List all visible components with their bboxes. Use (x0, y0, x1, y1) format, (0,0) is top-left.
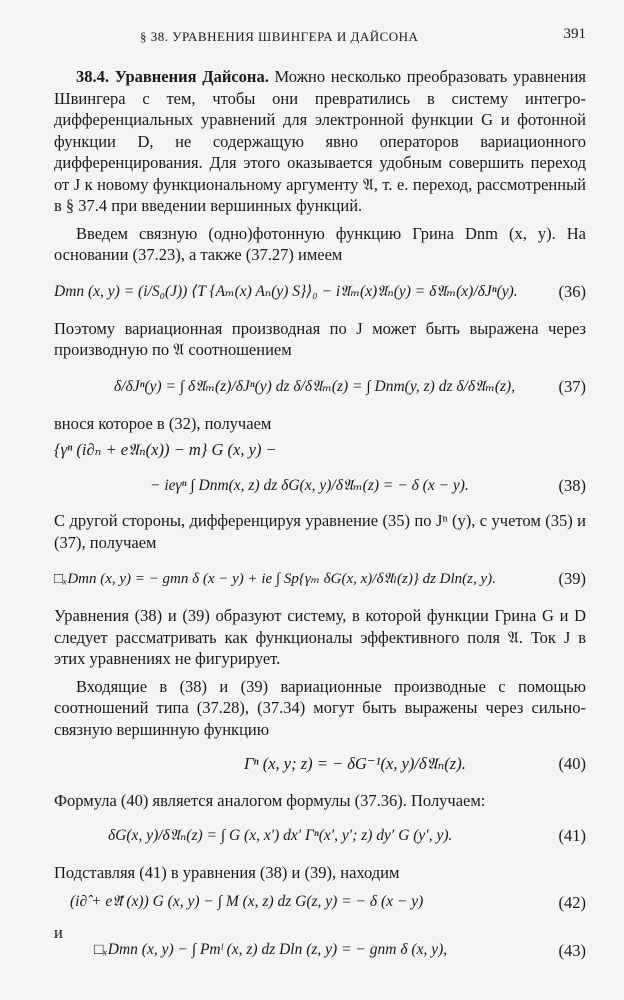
equation-36-number: (36) (558, 281, 586, 301)
paragraph-green-function: Введем связную (одно)фотонную функцию Грина Dnm (x, y). На основании (37.23), а также (37.27) имеем (54, 223, 586, 264)
section-heading: 38.4. Уравнения Дайсона. (76, 67, 269, 86)
paragraph-substituting: Подставляя (41) в уравнения (38) и (39), находим (54, 862, 400, 882)
page-header (54, 26, 586, 48)
equation-38-number: (38) (558, 476, 586, 495)
equation-38-line1-body: {γⁿ (i∂ₙ + e𝔄ₙ(x)) − m} G (x, y) − (54, 440, 277, 459)
equation-43-body: □ₓDmn (x, y) − ∫ Pmˡ (x, z) dz Dln (z, y) = − gnm δ (x, y), (94, 941, 448, 958)
equation-42-number: (42) (558, 893, 586, 912)
equation-41-number: (41) (558, 825, 586, 845)
paragraph-variational: Поэтому вариационная производная по J может быть выражена через производную по 𝔄 соотношением (54, 318, 586, 359)
paragraph-intro-text: Можно несколько преобразовать уравнения Швингера с тем, чтобы они превратились в систему интегро-дифференциальных уравнений для электронной функции G и фотонной функции D, не содержащую явно операторов вариационного дифференцирования. Для этого оказывается удобным совершить переход от J к новому функциональному аргументу 𝔄, т. е. переход, рассмотренный в § 37.4 при введении вершинных функций. (54, 67, 586, 215)
paragraph-analogy: Формула (40) является аналогом формулы (37.36). Получаем: (54, 791, 486, 810)
paragraph-system: Уравнения (38) и (39) образуют систему, в которой функции Грина G и D следует рассматривать как функционалы эффективного поля 𝔄. Ток J в этих уравнениях не фигурирует. (54, 606, 586, 668)
equation-43-number: (43) (558, 941, 586, 960)
equation-43 (54, 923, 586, 963)
equation-36 (54, 266, 586, 318)
paragraph-substitution: внося которое в (32), получаем (54, 413, 272, 433)
equation-38-line2 (54, 466, 586, 510)
equation-40-number: (40) (558, 754, 586, 773)
equation-39-body: □ₓDmn (x, y) = − gmn δ (x − y) + ie ∫ Sp{γₘ δG(x, x)/δ𝔄ₗ(z)} dz Dln(z, y). (54, 571, 496, 587)
equation-41-body: δG(x, y)/δ𝔄ₙ(z) = ∫ G (x, x′) dx′ Γⁿ(x′, y′; z) dy′ G (y′, y). (108, 826, 453, 844)
equation-42-body: (i∂̂ + e𝔄̂ (x)) G (x, y) − ∫ M (x, z) dz G(z, y) = − δ (x − y) (70, 893, 424, 910)
book-page (54, 0, 586, 1000)
paragraph-intro (54, 66, 586, 217)
equation-37-number: (37) (558, 376, 586, 396)
equation-38-line1 (54, 434, 586, 466)
page-number: 391 (563, 26, 586, 42)
paragraph-vertex: Входящие в (38) и (39) вариационные производные с помощью соотношений типа (37.28), (37.34) могут быть выражены через сильно-связную вершинную функцию (54, 676, 586, 739)
equation-36-body: Dmn (x, y) = (i/S₀(J)) ⟨T {Aₘ(x) Aₙ(y) S}⟩₀ − i𝔄ₘ(x)𝔄ₙ(y) = δ𝔄ₘ(x)/δJⁿ(y). (54, 282, 518, 300)
equation-42 (54, 883, 586, 923)
equation-39 (54, 553, 586, 605)
equation-38-line2-body: − ieγⁿ ∫ Dnm(x, z) dz δG(x, y)/δ𝔄ₘ(z) = − δ (x − y). (150, 477, 469, 494)
equation-37-body: δ/δJⁿ(y) = ∫ δ𝔄ₘ(z)/δJⁿ(y) dz δ/δ𝔄ₘ(z) = ∫ Dnm(y, z) dz δ/δ𝔄ₘ(z), (114, 377, 516, 395)
paragraph-differentiation: С другой стороны, дифференцируя уравнение (35) по Jⁿ (y), с учетом (35) и (37), получаем (54, 511, 586, 552)
equation-40-body: Γⁿ (x, y; z) = − δG⁻¹(x, y)/δ𝔄ₙ(z). (244, 754, 466, 773)
equation-37 (54, 361, 586, 413)
equation-40 (54, 740, 586, 790)
equation-41 (54, 812, 586, 862)
page-body (54, 66, 586, 963)
conjunction-and: и (54, 923, 63, 942)
running-title: § 38. УРАВНЕНИЯ ШВИНГЕРА И ДАЙСОНА (140, 29, 419, 44)
equation-39-number: (39) (558, 569, 586, 588)
